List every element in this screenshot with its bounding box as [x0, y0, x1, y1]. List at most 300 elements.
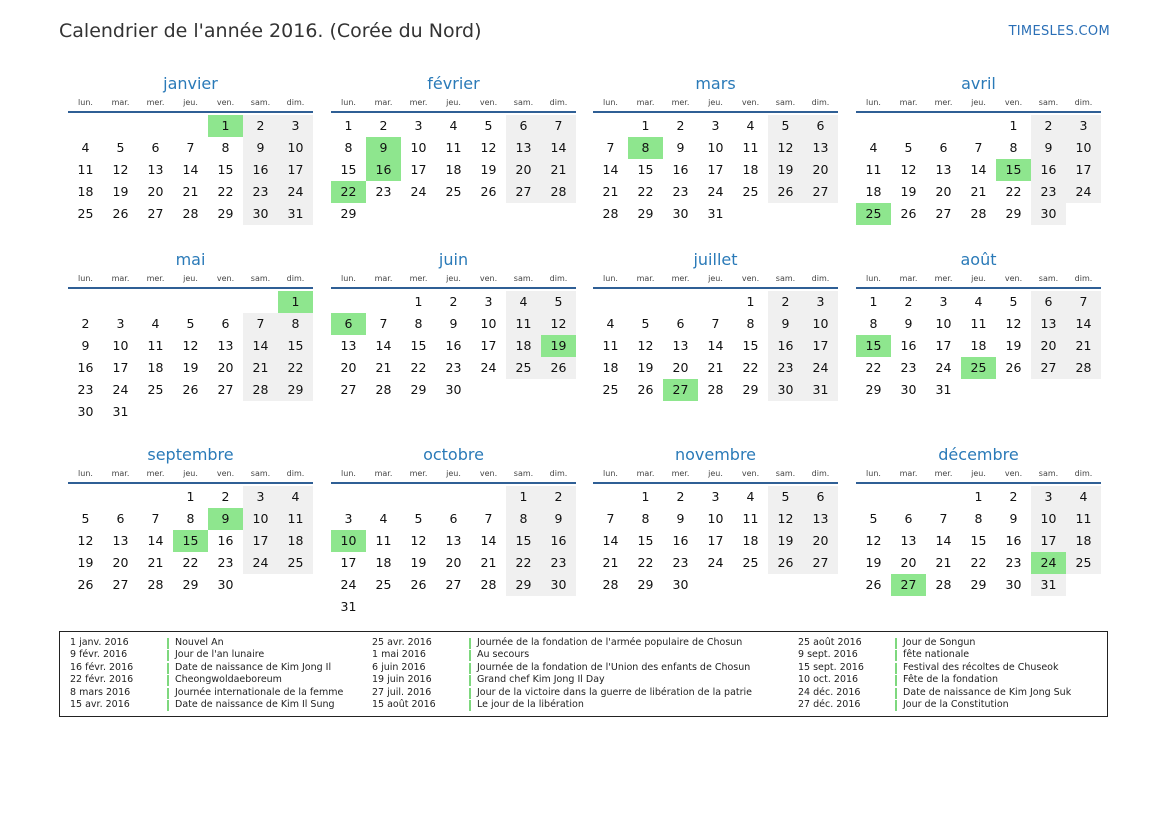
day-cell: 20	[672, 360, 689, 375]
day-cell: 26	[480, 184, 497, 199]
day-cell: 24	[707, 555, 724, 570]
day-cell: 15	[506, 530, 541, 552]
weekday-label: jeu.	[446, 274, 461, 283]
empty-cell	[891, 486, 926, 508]
empty-cell	[103, 291, 138, 313]
day-cell: 26	[541, 357, 576, 379]
weekday-label: sam.	[1038, 274, 1059, 283]
day-cell: 7	[186, 140, 195, 155]
weekday-header	[593, 272, 838, 285]
day-cell: 4	[974, 294, 983, 309]
day-cell: 14	[707, 338, 724, 353]
day-grid	[856, 115, 1101, 225]
day-cell: 5	[768, 115, 803, 137]
weekday-label: mer.	[934, 274, 953, 283]
day-cell: 29	[637, 577, 654, 592]
weekday-header	[856, 467, 1101, 480]
legend-marker	[167, 700, 169, 711]
empty-cell	[628, 291, 663, 313]
day-cell: 21	[602, 555, 619, 570]
day-cell: 17	[1031, 530, 1066, 552]
day-cell: 25	[77, 206, 94, 221]
day-cell: 20	[506, 159, 541, 181]
legend-holiday-name: Date de naissance de Kim Il Sung	[175, 698, 335, 710]
day-cell: 20	[803, 159, 838, 181]
month-7	[593, 250, 838, 401]
legend-item	[798, 687, 1071, 699]
day-cell: 15	[742, 338, 759, 353]
weekday-label: lun.	[603, 469, 618, 478]
day-cell: 21	[147, 555, 164, 570]
legend-date: 22 févr. 2016	[70, 674, 134, 686]
weekday-label: mar.	[899, 274, 918, 283]
day-cell: 13	[672, 338, 689, 353]
weekday-label: jeu.	[708, 98, 723, 107]
header-divider	[68, 287, 313, 289]
day-cell: 14	[480, 533, 497, 548]
day-grid	[593, 486, 838, 596]
day-cell: 7	[939, 511, 948, 526]
day-cell: 2	[768, 291, 803, 313]
holiday-day-cell: 9	[208, 508, 243, 530]
empty-cell	[103, 115, 138, 137]
weekday-label: lun.	[866, 274, 881, 283]
day-cell: 29	[217, 206, 234, 221]
empty-cell	[68, 486, 103, 508]
empty-cell	[103, 486, 138, 508]
weekday-header	[593, 467, 838, 480]
day-cell: 12	[410, 533, 427, 548]
day-cell: 3	[711, 489, 720, 504]
day-cell: 27	[803, 552, 838, 574]
weekday-label: lun.	[78, 98, 93, 107]
empty-cell	[593, 291, 628, 313]
day-cell: 12	[865, 533, 882, 548]
weekday-label: lun.	[78, 469, 93, 478]
legend-marker	[895, 675, 897, 686]
weekday-header	[856, 272, 1101, 285]
day-cell: 20	[935, 184, 952, 199]
day-cell: 20	[112, 555, 129, 570]
weekday-label: lun.	[603, 98, 618, 107]
day-cell: 5	[541, 291, 576, 313]
day-cell: 31	[1031, 574, 1066, 596]
weekday-label: jeu.	[446, 98, 461, 107]
day-cell: 17	[243, 530, 278, 552]
day-cell: 29	[182, 577, 199, 592]
day-cell: 8	[974, 511, 983, 526]
day-cell: 30	[672, 206, 689, 221]
day-cell: 1	[869, 294, 878, 309]
month-name: juillet	[693, 250, 738, 269]
day-cell: 14	[970, 162, 987, 177]
weekday-header	[68, 96, 313, 109]
day-cell: 22	[742, 360, 759, 375]
legend-date: 27 déc. 2016	[798, 698, 861, 710]
day-cell: 16	[768, 335, 803, 357]
day-cell: 12	[541, 313, 576, 335]
weekday-label: mar.	[374, 98, 393, 107]
legend-holiday-name: Journée internationale de la femme	[175, 686, 344, 698]
empty-cell	[173, 115, 208, 137]
day-cell: 2	[1031, 115, 1066, 137]
day-cell: 2	[379, 118, 388, 133]
day-cell: 6	[904, 511, 913, 526]
day-cell: 22	[506, 552, 541, 574]
header-divider	[68, 111, 313, 113]
day-cell: 12	[1005, 316, 1022, 331]
empty-cell	[961, 115, 996, 137]
day-cell: 24	[278, 181, 313, 203]
day-cell: 3	[414, 118, 423, 133]
day-cell: 10	[935, 316, 952, 331]
holiday-day-cell: 27	[891, 574, 926, 596]
header-divider	[856, 482, 1101, 484]
day-cell: 18	[602, 360, 619, 375]
holiday-day-cell: 16	[366, 159, 401, 181]
day-cell: 29	[865, 382, 882, 397]
day-cell: 3	[1031, 486, 1066, 508]
day-cell: 27	[147, 206, 164, 221]
legend-date: 19 juin 2016	[372, 674, 432, 686]
legend-item	[798, 649, 1071, 661]
day-cell: 4	[81, 140, 90, 155]
day-cell: 2	[1009, 489, 1018, 504]
weekday-label: mar.	[111, 469, 130, 478]
day-cell: 22	[637, 555, 654, 570]
day-grid	[593, 291, 838, 401]
day-cell: 19	[900, 184, 917, 199]
day-cell: 16	[217, 533, 234, 548]
day-cell: 14	[182, 162, 199, 177]
day-cell: 26	[410, 577, 427, 592]
legend-item	[70, 662, 343, 674]
day-cell: 6	[151, 140, 160, 155]
legend-holiday-name: Date de naissance de Kim Jong Il	[175, 661, 332, 673]
day-cell: 3	[711, 118, 720, 133]
day-cell: 7	[484, 511, 493, 526]
day-cell: 6	[803, 486, 838, 508]
empty-cell	[68, 291, 103, 313]
day-cell: 6	[803, 115, 838, 137]
day-cell: 19	[112, 184, 129, 199]
weekday-label: sam.	[250, 274, 271, 283]
day-cell: 23	[672, 184, 689, 199]
legend-date: 1 janv. 2016	[70, 637, 129, 648]
day-cell: 18	[742, 533, 759, 548]
day-cell: 23	[900, 360, 917, 375]
day-cell: 27	[112, 577, 129, 592]
day-cell: 23	[1031, 181, 1066, 203]
day-cell: 25	[1066, 552, 1101, 574]
weekday-label: jeu.	[971, 98, 986, 107]
month-1	[68, 74, 313, 225]
day-cell: 17	[278, 159, 313, 181]
day-cell: 24	[707, 184, 724, 199]
day-cell: 3	[939, 294, 948, 309]
day-cell: 11	[445, 140, 462, 155]
weekday-label: mar.	[111, 98, 130, 107]
day-cell: 17	[112, 360, 129, 375]
day-cell: 13	[900, 533, 917, 548]
day-cell: 6	[221, 316, 230, 331]
day-cell: 8	[221, 140, 230, 155]
weekday-label: sam.	[513, 98, 534, 107]
day-cell: 20	[445, 555, 462, 570]
weekday-label: sam.	[1038, 98, 1059, 107]
weekday-label: ven.	[741, 98, 760, 107]
legend-marker	[895, 700, 897, 711]
empty-cell	[436, 486, 471, 508]
day-cell: 25	[506, 357, 541, 379]
day-cell: 11	[970, 316, 987, 331]
day-cell: 2	[541, 486, 576, 508]
day-cell: 22	[637, 184, 654, 199]
day-grid	[68, 115, 313, 225]
day-cell: 7	[243, 313, 278, 335]
empty-cell	[926, 115, 961, 137]
day-cell: 11	[77, 162, 94, 177]
day-cell: 29	[742, 382, 759, 397]
day-cell: 18	[506, 335, 541, 357]
empty-cell	[891, 115, 926, 137]
empty-cell	[471, 486, 506, 508]
day-cell: 3	[344, 511, 353, 526]
weekday-header	[856, 96, 1101, 109]
day-cell: 14	[602, 533, 619, 548]
day-cell: 31	[935, 382, 952, 397]
holiday-day-cell: 19	[541, 335, 576, 357]
legend-item	[798, 699, 1071, 711]
day-cell: 4	[151, 316, 160, 331]
day-cell: 5	[414, 511, 423, 526]
day-grid	[856, 486, 1101, 596]
legend-date: 9 févr. 2016	[70, 649, 128, 661]
weekday-label: lun.	[341, 469, 356, 478]
legend-item	[798, 637, 1071, 649]
empty-cell	[926, 486, 961, 508]
legend-holiday-name: Grand chef Kim Jong Il Day	[477, 674, 605, 686]
day-cell: 4	[746, 118, 755, 133]
day-cell: 18	[970, 338, 987, 353]
month-12	[856, 445, 1101, 596]
weekday-label: sam.	[250, 469, 271, 478]
day-cell: 8	[746, 316, 755, 331]
day-cell: 8	[869, 316, 878, 331]
day-cell: 30	[541, 574, 576, 596]
day-cell: 7	[711, 316, 720, 331]
day-cell: 5	[641, 316, 650, 331]
day-cell: 11	[375, 533, 392, 548]
legend-marker	[895, 688, 897, 699]
legend-marker	[167, 688, 169, 699]
day-cell: 1	[506, 486, 541, 508]
weekday-label: mer.	[409, 274, 428, 283]
day-cell: 17	[1066, 159, 1101, 181]
legend-item	[372, 662, 752, 674]
month-2	[331, 74, 576, 225]
weekday-label: jeu.	[708, 274, 723, 283]
day-cell: 24	[935, 360, 952, 375]
day-cell: 5	[869, 511, 878, 526]
legend-holiday-name: Au secours	[477, 649, 530, 661]
weekday-label: jeu.	[183, 274, 198, 283]
day-cell: 13	[803, 137, 838, 159]
brand-link[interactable]: TIMESLES.COM	[1008, 24, 1110, 39]
legend-marker	[895, 650, 897, 661]
day-cell: 23	[375, 184, 392, 199]
weekday-label: mer.	[409, 469, 428, 478]
holiday-day-cell: 9	[366, 137, 401, 159]
day-cell: 24	[243, 552, 278, 574]
day-cell: 23	[77, 382, 94, 397]
day-cell: 10	[112, 338, 129, 353]
day-cell: 22	[182, 555, 199, 570]
day-cell: 21	[182, 184, 199, 199]
legend-holiday-name: Le jour de la libération	[477, 698, 584, 710]
day-cell: 1	[344, 118, 353, 133]
legend-date: 25 avr. 2016	[372, 637, 432, 648]
day-cell: 18	[865, 184, 882, 199]
weekday-label: lun.	[78, 274, 93, 283]
legend-date: 24 déc. 2016	[798, 686, 861, 698]
weekday-label: ven.	[479, 274, 498, 283]
day-cell: 29	[637, 206, 654, 221]
day-cell: 2	[449, 294, 458, 309]
day-cell: 22	[1005, 184, 1022, 199]
day-cell: 19	[182, 360, 199, 375]
weekday-label: mer.	[146, 98, 165, 107]
day-cell: 5	[81, 511, 90, 526]
day-cell: 26	[637, 382, 654, 397]
day-cell: 19	[410, 555, 427, 570]
empty-cell	[173, 291, 208, 313]
weekday-label: dim.	[549, 274, 568, 283]
empty-cell	[698, 291, 733, 313]
day-cell: 10	[243, 508, 278, 530]
day-cell: 30	[77, 404, 94, 419]
day-cell: 5	[484, 118, 493, 133]
day-cell: 30	[1005, 577, 1022, 592]
day-cell: 5	[116, 140, 125, 155]
legend-marker	[167, 675, 169, 686]
day-cell: 21	[935, 555, 952, 570]
day-cell: 17	[410, 162, 427, 177]
legend-date: 25 août 2016	[798, 637, 862, 648]
day-cell: 30	[768, 379, 803, 401]
month-5	[68, 250, 313, 423]
weekday-label: mer.	[409, 98, 428, 107]
legend-item	[372, 637, 752, 649]
legend-column-3	[798, 637, 1071, 711]
empty-cell	[401, 486, 436, 508]
legend-date: 15 avr. 2016	[70, 698, 130, 710]
legend-holiday-name: Nouvel An	[175, 637, 224, 648]
legend-item	[372, 699, 752, 711]
weekday-label: mar.	[899, 98, 918, 107]
holiday-day-cell: 15	[996, 159, 1031, 181]
page-title: Calendrier de l'année 2016. (Corée du Nord)	[59, 20, 482, 42]
day-cell: 25	[445, 184, 462, 199]
day-cell: 8	[278, 313, 313, 335]
legend-holiday-name: Journée de la fondation de l'armée populaire de Chosun	[477, 637, 743, 648]
day-cell: 1	[414, 294, 423, 309]
day-cell: 29	[506, 574, 541, 596]
day-cell: 10	[707, 140, 724, 155]
legend-marker	[167, 663, 169, 674]
day-cell: 26	[1005, 360, 1022, 375]
weekday-label: dim.	[286, 274, 305, 283]
legend-marker	[167, 650, 169, 661]
weekday-label: mar.	[374, 274, 393, 283]
day-cell: 27	[340, 382, 357, 397]
day-cell: 4	[379, 511, 388, 526]
day-cell: 28	[970, 206, 987, 221]
legend-marker	[469, 700, 471, 711]
day-cell: 21	[541, 159, 576, 181]
holiday-day-cell: 10	[331, 530, 366, 552]
weekday-label: sam.	[250, 98, 271, 107]
day-cell: 9	[541, 508, 576, 530]
day-cell: 29	[340, 206, 357, 221]
day-cell: 25	[742, 184, 759, 199]
month-8	[856, 250, 1101, 401]
day-cell: 10	[803, 313, 838, 335]
day-cell: 7	[974, 140, 983, 155]
day-cell: 20	[340, 360, 357, 375]
day-cell: 8	[1009, 140, 1018, 155]
day-cell: 17	[803, 335, 838, 357]
day-cell: 17	[340, 555, 357, 570]
day-grid	[331, 291, 576, 401]
empty-cell	[856, 486, 891, 508]
legend-holiday-name: Date de naissance de Kim Jong Suk	[903, 686, 1072, 698]
day-cell: 14	[1066, 313, 1101, 335]
legend-item	[70, 637, 343, 649]
weekday-label: ven.	[216, 98, 235, 107]
day-cell: 1	[641, 489, 650, 504]
day-cell: 21	[602, 184, 619, 199]
day-cell: 26	[112, 206, 129, 221]
holiday-day-cell: 25	[856, 203, 891, 225]
day-cell: 9	[1031, 137, 1066, 159]
day-cell: 16	[672, 162, 689, 177]
day-cell: 9	[243, 137, 278, 159]
day-cell: 9	[904, 316, 913, 331]
header-divider	[593, 111, 838, 113]
day-cell: 27	[217, 382, 234, 397]
day-cell: 11	[742, 511, 759, 526]
legend-date: 9 sept. 2016	[798, 649, 858, 661]
empty-cell	[663, 291, 698, 313]
day-cell: 12	[480, 140, 497, 155]
day-cell: 4	[869, 140, 878, 155]
weekday-label: jeu.	[708, 469, 723, 478]
day-cell: 26	[768, 552, 803, 574]
day-cell: 20	[147, 184, 164, 199]
day-cell: 20	[900, 555, 917, 570]
legend-date: 8 mars 2016	[70, 686, 131, 698]
day-cell: 13	[1031, 313, 1066, 335]
holiday-day-cell: 1	[208, 115, 243, 137]
weekday-header	[593, 96, 838, 109]
day-cell: 25	[602, 382, 619, 397]
day-cell: 31	[707, 206, 724, 221]
holiday-day-cell: 6	[331, 313, 366, 335]
day-cell: 2	[243, 115, 278, 137]
legend-date: 27 juil. 2016	[372, 686, 432, 698]
weekday-label: dim.	[811, 98, 830, 107]
